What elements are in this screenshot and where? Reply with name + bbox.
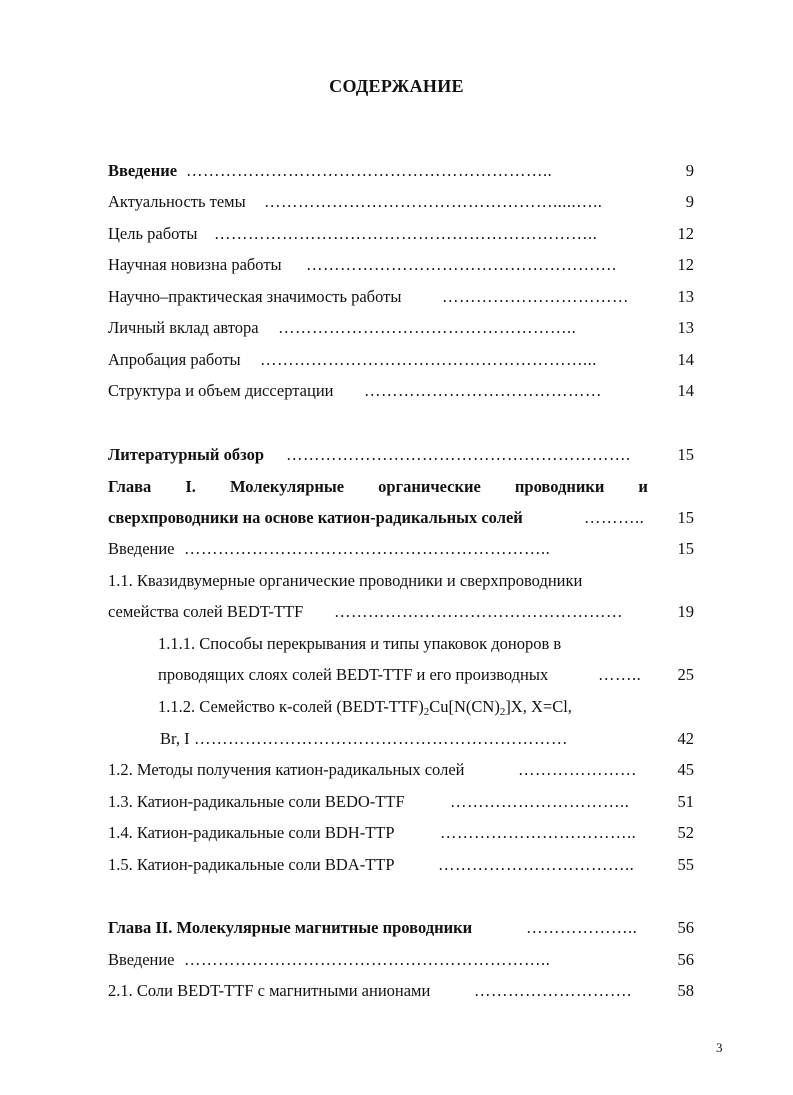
toc-label: 1.5. Катион-радикальные соли BDA-TTP — [108, 855, 395, 874]
toc-label: Научно–практическая значимость работы — [108, 287, 402, 306]
toc-leader: …………………………… — [442, 287, 629, 306]
toc-leader: …………………………………………….....….. — [264, 192, 603, 211]
subscript: 2 — [499, 706, 506, 718]
toc-label: сверхпроводники на основе катион-радикальных солей — [108, 508, 523, 527]
toc-section-1-1-line1[interactable] — [108, 569, 694, 593]
toc-entry-chapter2-intro[interactable] — [108, 948, 694, 972]
page-title: СОДЕРЖАНИЕ — [329, 76, 464, 96]
toc-label — [158, 695, 572, 719]
toc-entry-chapter1-intro[interactable] — [108, 537, 694, 561]
toc-page: 25 — [677, 665, 694, 684]
toc-page: 13 — [677, 318, 694, 337]
label-part: 1.1.2. Семейство к-солей (BEDT-TTF) — [158, 697, 424, 716]
toc-page: 14 — [677, 350, 694, 369]
toc-label: 1.1. Квазидвумерные органические проводники и сверхпроводники — [108, 571, 583, 590]
label-part: ]X, X=Cl, — [505, 697, 572, 716]
toc-leader: ……………………………………………………….. — [186, 161, 553, 180]
toc-label: Личный вклад автора — [108, 318, 259, 337]
toc-page: 12 — [677, 255, 694, 274]
toc-entry-section-1-1-1[interactable] — [158, 663, 694, 687]
toc-entry-review[interactable] — [108, 443, 694, 467]
toc-entry-intro[interactable] — [108, 159, 694, 183]
toc-label: Актуальность темы — [108, 192, 246, 211]
toc-label: Br, I — [160, 729, 190, 748]
toc-section-1-1-1-line1[interactable] — [158, 632, 694, 656]
toc-leader: …….. — [598, 665, 642, 684]
toc-entry-structure[interactable] — [108, 379, 694, 403]
toc-label: Научная новизна работы — [108, 255, 282, 274]
toc-leader: ……………………………………………………. — [286, 445, 631, 464]
toc-page: 9 — [685, 192, 694, 211]
toc-label: проводящих слоях солей BEDT-TTF и его производных — [158, 665, 549, 684]
toc-label: Структура и объем диссертации — [108, 381, 334, 400]
toc-section-1-1-2-line1[interactable] — [158, 695, 694, 719]
toc-leader: ………………………………………………. — [306, 255, 617, 274]
toc-entry-goal[interactable] — [108, 222, 694, 246]
toc-page: 42 — [677, 729, 694, 748]
heading-word: органические — [378, 477, 481, 496]
toc-leader: …………………………………………… — [334, 602, 623, 621]
toc-label: семейства солей BEDT-TTF — [108, 602, 304, 621]
toc-label: Введение — [108, 161, 178, 180]
toc-label: 1.4. Катион-радикальные соли BDH-TTP — [108, 823, 395, 842]
toc-entry-section-1-1-2[interactable] — [160, 727, 694, 751]
toc-label: Глава II. Молекулярные магнитные проводники — [108, 918, 473, 937]
toc-page: 45 — [677, 760, 694, 779]
toc-leader: ……………………………………………………….. — [184, 539, 551, 558]
toc-leader: ………………………………………………………… — [194, 729, 568, 748]
toc-leader: …………………………………………………... — [260, 350, 597, 369]
label-part: Cu[N(CN) — [429, 697, 500, 716]
heading-word: и — [638, 477, 648, 496]
heading-word: Молекулярные — [229, 477, 345, 496]
page-number: 3 — [716, 1040, 723, 1055]
toc-leader: …………………………….. — [440, 823, 637, 842]
toc-label: Апробация работы — [108, 350, 241, 369]
toc-label: 1.1.1. Способы перекрывания и типы упаковок доноров в — [158, 634, 562, 653]
toc-entry-relevance[interactable] — [108, 190, 694, 214]
toc-leader: ……………………………………………………….. — [184, 950, 551, 969]
toc-page: 15 — [677, 445, 694, 464]
toc-label: Введение — [108, 539, 175, 558]
toc-page: 51 — [677, 792, 694, 811]
toc-page: 15 — [677, 539, 694, 558]
toc-page: 14 — [677, 381, 694, 400]
toc-page: 9 — [685, 161, 694, 180]
toc-chapter1-heading-line1[interactable] — [108, 475, 648, 499]
toc-leader: ………………… — [518, 760, 637, 779]
toc-label: 2.1. Соли BEDT-TTF с магнитными анионами — [108, 981, 431, 1000]
toc-page: 15 — [677, 508, 694, 527]
toc-entry-chapter1[interactable] — [108, 506, 694, 530]
toc-leader: …………………………….. — [438, 855, 635, 874]
toc-leader: …………………………………………….. — [278, 318, 577, 337]
toc-entry-approbation[interactable] — [108, 348, 694, 372]
toc-entry-contribution[interactable] — [108, 316, 694, 340]
toc-page: 56 — [677, 918, 694, 937]
heading-word: I. — [185, 477, 196, 496]
toc-entry-significance[interactable] — [108, 285, 694, 309]
toc-label: Литературный обзор — [108, 445, 265, 464]
heading-word: проводники — [514, 477, 605, 496]
toc-leader: ……….. — [584, 508, 645, 527]
toc-label: 1.3. Катион-радикальные соли BEDO-TTF — [108, 792, 405, 811]
toc-entry-section-1-1[interactable] — [108, 600, 694, 624]
toc-label: 1.2. Методы получения катион-радикальных солей — [108, 760, 465, 779]
toc-entry-chapter2[interactable] — [108, 916, 694, 940]
toc-page: 13 — [677, 287, 694, 306]
toc-page: 12 — [677, 224, 694, 243]
subscript: 2 — [423, 706, 430, 718]
toc-leader: ………………………. — [474, 981, 632, 1000]
toc-leader: ………………………….. — [450, 792, 630, 811]
toc-entry-section-1-5[interactable] — [108, 853, 694, 877]
toc-leader: ……………….. — [526, 918, 638, 937]
toc-entry-section-1-3[interactable] — [108, 790, 694, 814]
toc-page: 55 — [677, 855, 694, 874]
toc-leader: …………………………………… — [364, 381, 602, 400]
toc-entry-section-1-4[interactable] — [108, 821, 694, 845]
toc-label: Введение — [108, 950, 175, 969]
toc-entry-section-1-2[interactable] — [108, 758, 694, 782]
toc-label: Цель работы — [108, 224, 198, 243]
toc-leader: ………………………………………………………….. — [214, 224, 598, 243]
toc-page: 58 — [677, 981, 694, 1000]
toc-page: 19 — [677, 602, 694, 621]
toc-page: 56 — [677, 950, 694, 969]
heading-word: Глава — [108, 477, 152, 496]
toc-page: 52 — [677, 823, 694, 842]
toc-entry-novelty[interactable] — [108, 253, 694, 277]
toc-entry-section-2-1[interactable] — [108, 979, 694, 1003]
